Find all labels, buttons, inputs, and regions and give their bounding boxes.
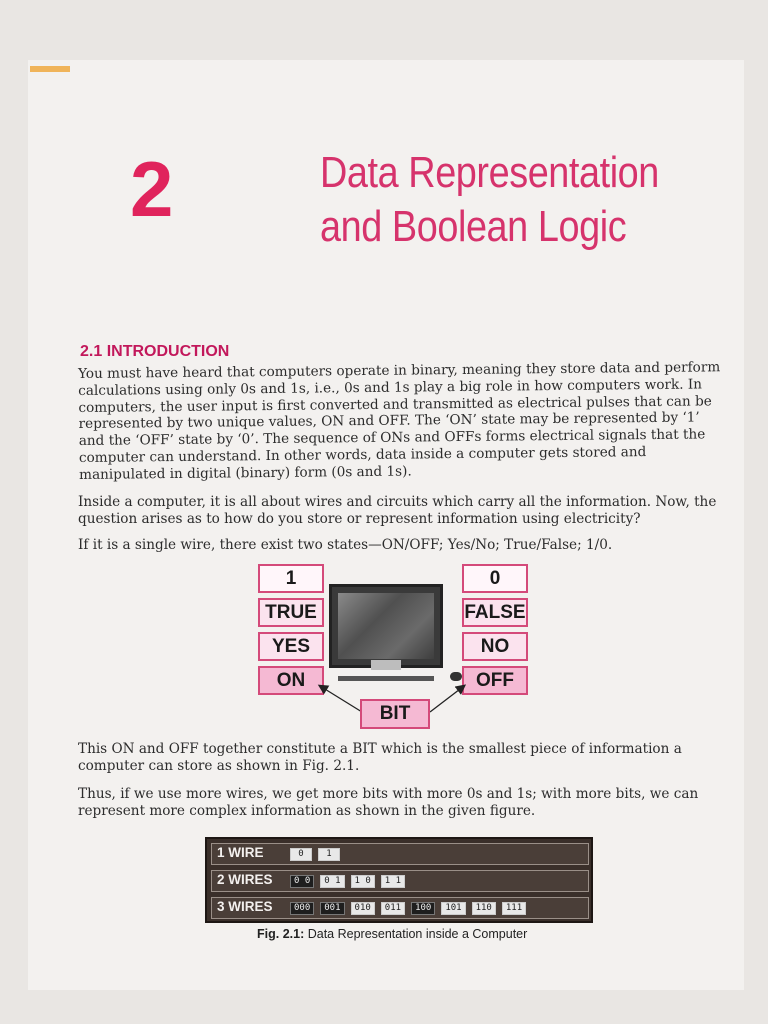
bit-paragraph: This ON and OFF together constitute a BIT which is the smallest piece of information a computer can store as shown in Fig. 2.1. [78,741,682,774]
bit-chip: 0 [290,848,312,861]
bit-figure [258,562,538,730]
bit-chip: 1 [318,848,340,861]
figure-caption-label: Fig. 2.1: [257,927,305,941]
bit-chip: 100 [411,902,435,915]
bit-chip: 0 0 [290,875,314,888]
chapter-title-line-1: Data Representation [320,148,659,197]
bit-chip: 010 [351,902,375,915]
bit-chip: 111 [502,902,526,915]
bit-chip: 1 0 [351,875,375,888]
wire-row-label: 3 WIRES [217,899,273,914]
chapter-title [320,146,664,253]
right-box-no: NO [462,632,528,661]
left-box-true: TRUE [258,598,324,627]
wire-row-3 [211,897,589,919]
chapter-number: 2 [130,145,174,233]
bit-label-box: BIT [360,699,430,729]
intro-paragraph: You must have heard that computers operate in binary, meaning they store data and perform calculations using only 0s and 1s, i.e., 0s and 1s play a big role in how computers work. In computers, the user input is first converted and transmitted as electrical pulses that can be represented by two unique values, ON and OFF. The ‘ON’ state may be represented by ‘1’ and the ‘OFF’ state by ‘0’. The sequence of ONs and OFFs forms electrical signals that the computer can understand. In other words, data inside a computer gets stored and manipulated in digital (binary) form (0s and 1s). [78,359,721,483]
right-box-false: FALSE [462,598,528,627]
more-wires-paragraph: Thus, if we use more wires, we get more bits with more 0s and 1s; with more bits, we can represent more complex information as shown in the given figure. [78,786,699,819]
figure-caption-text: Data Representation inside a Computer [307,927,528,941]
wires-figure [205,837,593,923]
bit-chip: 001 [320,902,344,915]
single-wire-paragraph: If it is a single wire, there exist two states—ON/OFF; Yes/No; True/False; 1/0. [78,537,613,553]
bit-chip: 110 [472,902,496,915]
section-heading: 2.1 INTRODUCTION [80,343,230,360]
bit-chip: 101 [441,902,465,915]
left-box-yes: YES [258,632,324,661]
bit-chip: 000 [290,902,314,915]
wire-row-2 [211,870,589,892]
wire-row-chips [290,875,405,888]
bit-chip: 0 1 [320,875,344,888]
wire-row-label: 2 WIRES [217,872,273,887]
right-box-off: OFF [462,666,528,695]
wire-row-chips [290,902,526,915]
figure-caption [257,927,527,941]
bit-chip: 011 [381,902,405,915]
right-box-0: 0 [462,564,528,593]
arrow-to-on [320,686,362,712]
left-box-1: 1 [258,564,324,593]
wires-paragraph: Inside a computer, it is all about wires and circuits which carry all the information. Now, the question arises as to how do you store or represent information using electricity? [78,494,717,527]
chapter-title-line-2: and Boolean Logic [320,201,627,251]
arrow-to-off [430,686,464,712]
left-box-on: ON [258,666,324,695]
wire-row-1 [211,843,589,865]
corner-marker [30,66,70,72]
wire-row-chips [290,848,340,861]
bit-chip: 1 1 [381,875,405,888]
wire-row-label: 1 WIRE [217,845,264,860]
